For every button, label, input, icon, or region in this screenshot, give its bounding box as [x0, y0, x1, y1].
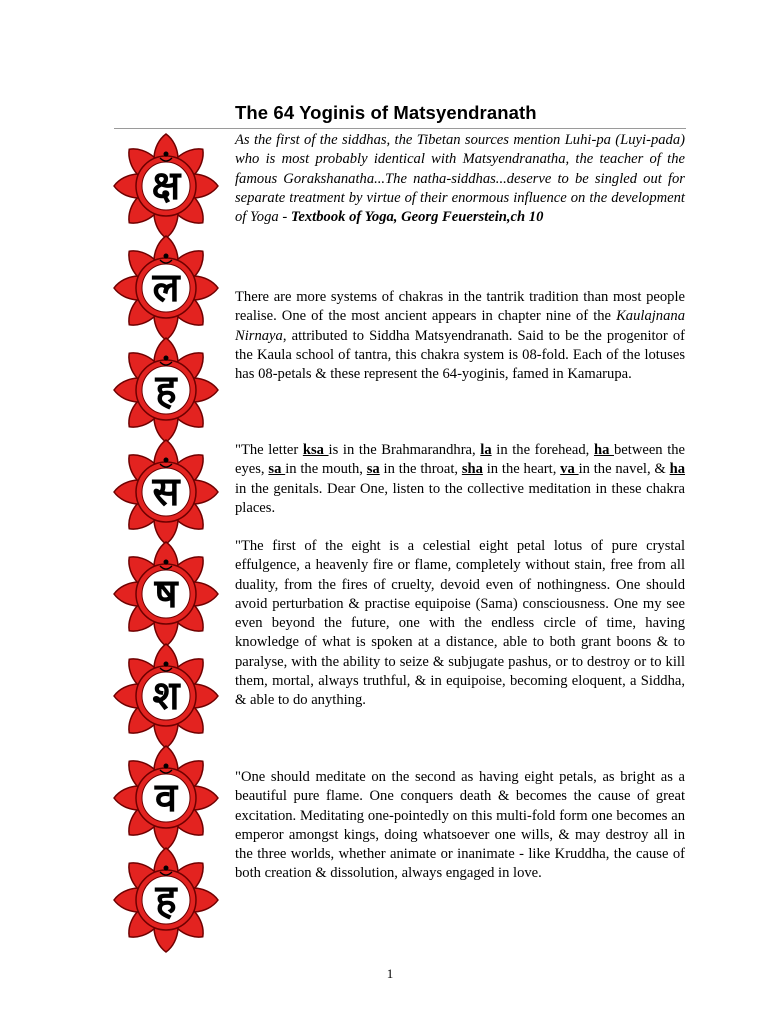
paragraph-second-lotus	[235, 768, 685, 884]
letters-text: in the navel, &	[578, 461, 670, 478]
title-divider	[114, 128, 686, 129]
letters-text: in the mouth,	[285, 461, 367, 478]
intro-text: As the first of the siddhas, the Tibetan sources mention Luhi-pa (Luyi-pada) who is most probably identical with Matsyendranatha, the teacher of the famous Gorakshanatha...The natha-siddhas...deserve to be singled out for separate treatment by virtue of their enormous influence on the development of Yoga -	[235, 132, 685, 226]
page-title: The 64 Yoginis of Matsyendranath	[235, 102, 537, 123]
chakra-lotus-5	[110, 538, 222, 650]
work-title: Kaulajnana Nirnaya	[235, 308, 685, 344]
chakra-lotus-1	[110, 130, 222, 242]
letter-ha-genitals: ha	[669, 461, 686, 478]
chakra-lotus-2	[110, 232, 222, 344]
letter-la: la	[480, 442, 492, 458]
letters-text: between the eyes,	[235, 442, 686, 478]
letters-text: in the genitals. Dear One, listen to the collective meditation in these chakra places.	[235, 480, 685, 516]
para2-text-b: , attributed to Siddha Matsyendranath. Said to be the progenitor of the Kaula school of tantra, this chakra system is 08-fold. Each of the lotuses has 08-petals & these represent the 64-yoginis, famed in Kamarupa.	[235, 327, 685, 383]
paragraph-letters	[235, 441, 685, 518]
second-lotus-text: "One should meditate on the second as having eight petals, as bright as a beautiful pure flame. One conquers death & becomes the cause of great excitation. Meditating one-pointedly on this multi-fold form one becomes an emperor amongst kings, doing whatsoever one wills, & may destroy all in the three worlds, whether animate or inanimate - like Kruddha, the cause of both creation & dissolution, always engaged in love.	[235, 769, 685, 882]
letter-sa-mouth: sa	[268, 461, 286, 478]
chakra-column	[110, 130, 222, 950]
chakra-bija-letter: श	[152, 673, 180, 719]
chakra-bija-letter: ह	[155, 367, 177, 413]
paragraph-chakra-systems	[235, 288, 685, 384]
letter-sha: sha	[461, 461, 483, 478]
letters-text: "The letter	[235, 442, 303, 458]
chakra-bija-letter: स	[152, 469, 180, 515]
letter-ksa: ksa	[302, 442, 329, 458]
chakra-lotus-3	[110, 334, 222, 446]
chakra-bija-letter: क्ष	[151, 163, 181, 209]
paragraph-first-lotus	[235, 537, 685, 711]
intro-citation: Textbook of Yoga, Georg Feuerstein,ch 10	[290, 209, 544, 226]
chakra-lotus-8	[110, 844, 222, 956]
chakra-lotus-4	[110, 436, 222, 548]
chakra-bija-letter: ह	[155, 877, 177, 923]
chakra-lotus-7	[110, 742, 222, 854]
intro-quote	[235, 131, 685, 227]
letters-text: in the throat,	[379, 461, 462, 478]
first-lotus-text: "The first of the eight is a celestial eight petal lotus of pure crystal effulgence, a heavenly fire or flame, completely without stain, free from all duality, from the fires of cruelty, devoid even of nothingness. One should avoid perturbation & practise equipoise (Sama) consciousness. One my see even beyond the future, one with the endless circle of time, having knowledge of what is spoken at a distance, able to both grant boons & to paralyse, with the ability to seize & subjugate pashus, or to destroy or to kill them, mortal, always truthful, & in equipoise, becoming eloquent, a Siddha, & able to do anything.	[235, 538, 685, 709]
chakra-bija-letter: व	[154, 775, 178, 821]
chakra-bija-letter: ल	[152, 265, 180, 311]
letter-va: va	[560, 461, 579, 478]
para2-text-a: There are more systems of chakras in the tantrik tradition than most people realise. One of the most ancient appears in chapter nine of the	[235, 289, 685, 325]
letters-text: is in the Brahmarandhra,	[328, 442, 481, 458]
chakra-bija-letter: ष	[154, 571, 178, 617]
page-number: 1	[386, 966, 394, 981]
chakra-lotus-6	[110, 640, 222, 752]
letter-ha: ha	[593, 442, 614, 458]
letter-sa-throat: sa	[366, 461, 380, 478]
letters-text: in the forehead,	[491, 442, 594, 458]
letters-text: in the heart,	[482, 461, 561, 478]
